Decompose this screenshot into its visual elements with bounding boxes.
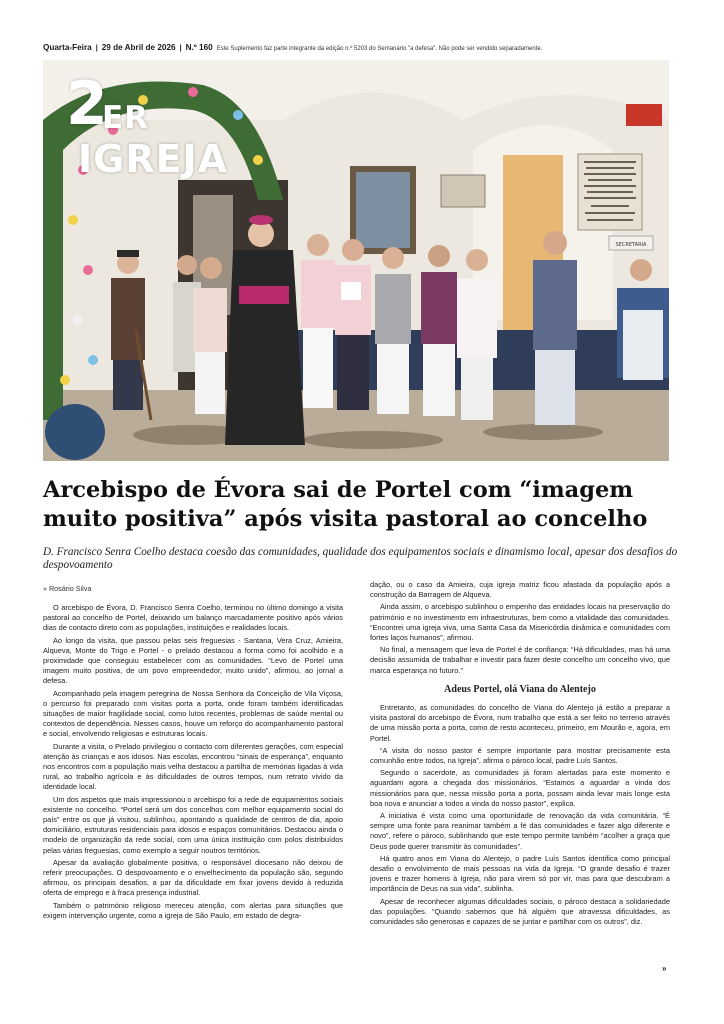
paragraph: Ao longo da visita, que passou pelas seis freguesias - Santana, Vera Cruz, Amieira, Alqueva, Monte do Trigo e Portel - o prelado destacou a forma como foi acolhido e a proximidade que conseguiu estabelecer com as comunidades. “Levo de Portel uma imagem muito positiva, de um povo empreendedor, muito unido”, afirmou, ao jornal a defesa. (43, 635, 343, 686)
exit-sign (626, 104, 662, 126)
continuation-mark: » (662, 964, 667, 973)
ser-igreja-logo (60, 69, 260, 182)
issue-date: 29 de Abril de 2026 (101, 43, 176, 52)
small-plaque (441, 175, 485, 207)
logo-word-bottom: IGREJA (78, 137, 229, 181)
article-subhead: D. Francisco Senra Coelho destaca coesão das comunidades, qualidade dos equipamentos sociais e dinamismo local, apesar dos desafios do despovoamento (43, 546, 678, 571)
paragraph: Apesar da avaliação globalmente positiva, o responsável diocesano não deixou de referir preocupações. O despovoamento e o envelhecimento da população são, segundo afirmou, os principais desafios, a par da dificuldade em fixar jovens devido à reduzida oferta de emprego e à fraca presença industrial. (43, 857, 343, 898)
article-column-right (370, 580, 670, 929)
byline: » Rosário Silva (43, 584, 92, 593)
paragraph: Ainda assim, o arcebispo sublinhou o empenho das entidades locais na preservação do património e no investimento em infraestruturas, bem como a vitalidade das comunidades. “Encontrei uma igreja viva, uma Santa Casa da Misericórdia dinâmica e comunidades com fortes laços humanos”, afirmou. (370, 602, 670, 643)
article-headline: Arcebispo de Évora sai de Portel com “imagem muito positiva” após visita pastoral ao concelho (43, 477, 648, 532)
masthead (43, 43, 683, 52)
flower-pot (45, 404, 105, 460)
paragraph: dação, ou o caso da Amieira, cuja igreja matriz ficou afastada da população após a construção da Barragem de Alqueva. (370, 580, 670, 600)
issue-number: N.º 160 (185, 43, 213, 52)
paragraph: Também o património religioso mereceu atenção, com alertas para situações que exigem intervenção urgente, como a igreja de São Paulo, em estado de degra- (43, 900, 343, 920)
logo-word-top: ER (102, 100, 150, 136)
paragraph: “A visita do nosso pastor é sempre importante para mostrar precisamente esta comunhão entre todos, na Igreja”, afirma o pároco local, padre Luís Santos. (370, 745, 670, 766)
painting (356, 172, 410, 248)
paragraph: Durante a visita, o Prelado privilegiou o contacto com diferentes gerações, com especial atenção às crianças e aos idosos. Nas escolas, encontrou “sinais de esperança”, enquanto nos encontros com a população mais velha destacou a partilha de memórias ligadas à vida rural, ao trabalho agrícola e às dificuldades de outros tempos, num retrato vivido da identidade local. (43, 741, 343, 792)
separator: | (95, 43, 98, 52)
paragraph: Apesar de reconhecer algumas dificuldades sociais, o pároco destaca a solidariedade das populações. “Quando sabemos que há alguém que atravessa dificuldades, as comunidades são generosas e capazes de se juntar e partilhar com os outros”, diz. (370, 896, 670, 927)
supplement-note: Este Suplemento faz parte integrante da edição n.º 5203 do Semanário "a defesa". Não pode ser vendido separadamente. (216, 46, 543, 52)
paragraph: No final, a mensagem que leva de Portel é de confiança: “Há dificuldades, mas há uma decisão assumida de trabalhar e investir para fazer deste concelho um concelho vivo, que marca esperança no futuro.” (370, 645, 670, 675)
paragraph: Um dos aspetos que mais impressionou o arcebispo foi a rede de equipamentos sociais existente no concelho. “Portel será um dos concelhos com melhor equipamento social do país” entre os que já visitou, sublinhou, apontando a qualidade de centros de dia, apoio domiciliário, estruturas residenciais para idosos e espaços comunitários. Destacou ainda o modelo de organização da rede social, com uma única instituição com polos distribuídos pelas várias freguesias, como exemplo a seguir noutros territórios. (43, 794, 343, 855)
paragraph: Há quatro anos em Viana do Alentejo, o padre Luís Santos identifica como principal desafio o envolvimento de mais pessoas na vida da Igreja. “O grande desafio é trazer jovens e trazer homens à Igreja, não para virem só por vir, mas para que descubram a importância de Deus na sua vida”, sublinha. (370, 853, 670, 894)
paragraph: Acompanhado pela imagem peregrina de Nossa Senhora da Conceição de Vila Viçosa, o percurso foi preparado com visitas porta a porta, onde foram também identificadas situações de maior fragilidade social, como lutos recentes, problemas de saúde mental ou contextos de dependência. Nesses casos, houve um reforço do acompanhamento pastoral e social, envolvendo religiosas e estruturas locais. (43, 688, 343, 739)
logo-numeral: 2 (66, 69, 108, 139)
paragraph: A iniciativa é vista como uma oportunidade de renovação da vida comunitária. “É sempre uma fonte para reanimar também a fé das comunidades e fazer algo diferente e novo”, refere o pároco, sublinhando que este tempo permite também “acolher a graça que Deus pode querer transmitir às comunidades”. (370, 811, 670, 851)
issue-day: Quarta-Feira (43, 43, 92, 52)
paragraph: O arcebispo de Évora, D. Francisco Senra Coelho, terminou no último domingo a visita pastoral ao concelho de Portel, deixando um balanço marcadamente positivo após vários dias de contacto direto com as populações, instituições e realidades locais. (43, 603, 343, 633)
paragraph: Segundo o sacerdote, as comunidades já foram alertadas para este momento e aguardam agora a chegada dos missionários. “Estamos a aguardar a vinda dos missionários para que, nessa missão porta a porta, possam ainda levar mais longe esta boa nova e anunciar a todos a vinda do nosso pastor”, explica. (370, 768, 670, 808)
section-heading: Adeus Portel, olá Viana do Alentejo (444, 683, 596, 695)
paragraph: Entretanto, as comunidades do concelho de Viana do Alentejo já estão a preparar a visita pastoral do arcebispo de Évora, num trabalho que está a ser feito no terreno através de uma missão porta a porta, como de resto aconteceu, primeiro, em Mourão e, agora, em Portel. (370, 703, 670, 743)
article-column-left (43, 603, 343, 923)
separator: | (179, 43, 182, 52)
door-sign-text: SECRETARIA (615, 242, 647, 248)
